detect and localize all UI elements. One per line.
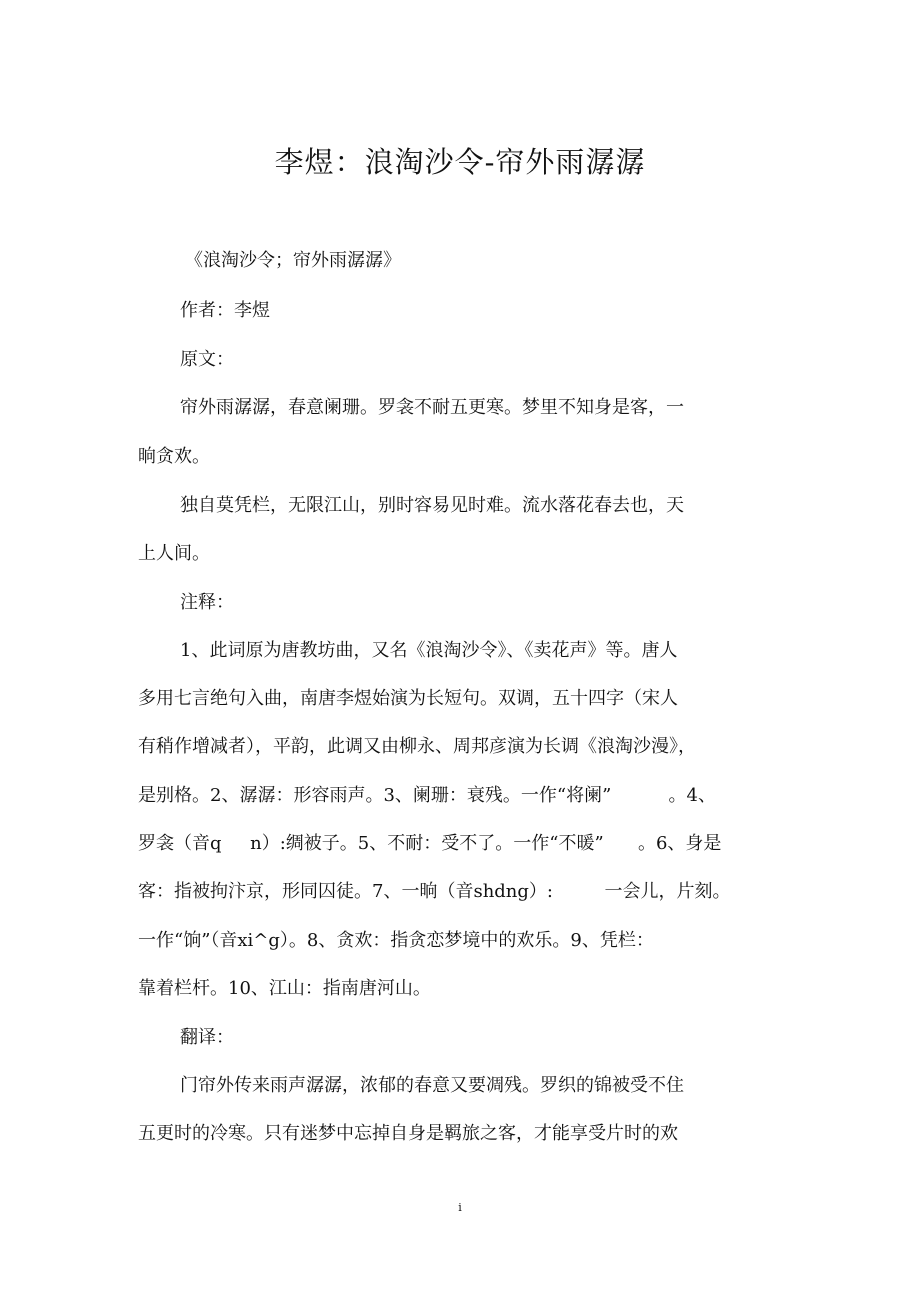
page-number: i: [458, 1201, 462, 1214]
original-text-line: 晌贪欢。: [138, 446, 210, 467]
notes-text-line: 客：指被拘汴京，形同囚徒。7、一晌（音shdng）: 一会儿，片刻。: [138, 881, 731, 902]
notes-text-line: 有稍作增减者），平韵，此调又由柳永、周邦彦演为长调《浪淘沙漫》，: [138, 736, 696, 757]
notes-text-line: 靠着栏杆。10、江山：指南唐河山。: [138, 978, 431, 999]
notes-text-line: 罗衾（音q n）:绸被子。5、不耐：受不了。一作“不暖” 。6、身是: [138, 833, 722, 854]
translation-heading: 翻译：: [180, 1027, 234, 1048]
notes-heading: 注释：: [180, 592, 234, 613]
notes-text-line: 一作“饷”（音xi^g）。8、贪欢：指贪恋梦境中的欢乐。9、凭栏：: [138, 930, 654, 951]
poem-subtitle: 《浪淘沙令；帘外雨潺潺》: [185, 250, 401, 271]
notes-text-line: 是别格。2、潺潺：形容雨声。3、阑珊：衰残。一作“将阑” 。4、: [138, 785, 716, 806]
notes-text-line: 多用七言绝句入曲，南唐李煜始演为长短句。双调，五十四字（宋人: [138, 688, 678, 709]
notes-text-line: 1、此词原为唐教坊曲，又名《浪淘沙令》、《卖花声》等。唐人: [180, 640, 678, 661]
author-line: 作者：李煜: [180, 300, 270, 321]
page-title: 李煜：浪淘沙令-帘外雨潺潺: [274, 145, 646, 179]
translation-text-line: 门帘外传来雨声潺潺，浓郁的春意又要凋残。罗织的锦被受不住: [180, 1075, 684, 1096]
translation-text-line: 五更时的冷寒。只有迷梦中忘掉自身是羁旅之客，才能享受片时的欢: [138, 1123, 678, 1144]
original-text-line: 帘外雨潺潺，春意阑珊。罗衾不耐五更寒。梦里不知身是客，一: [180, 397, 684, 418]
original-text-line: 上人间。: [138, 543, 210, 564]
original-heading: 原文：: [180, 349, 234, 370]
original-text-line: 独自莫凭栏，无限江山，别时容易见时难。流水落花春去也，天: [180, 495, 684, 516]
